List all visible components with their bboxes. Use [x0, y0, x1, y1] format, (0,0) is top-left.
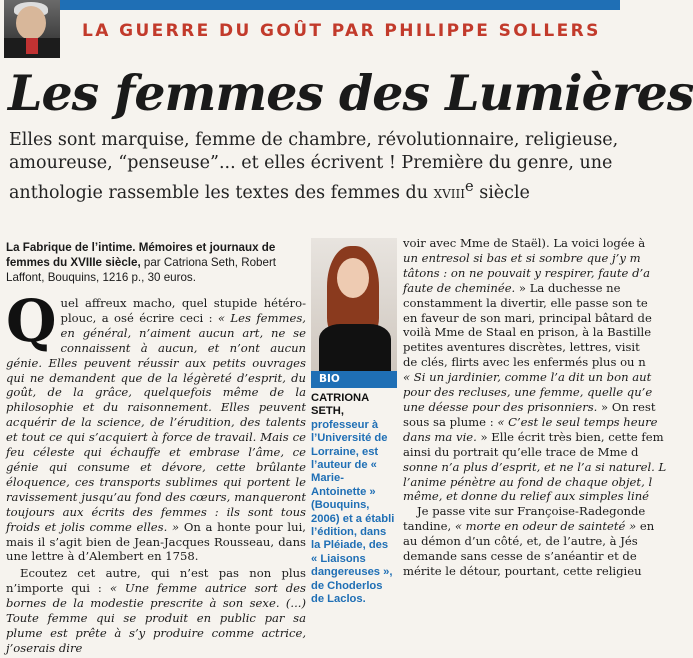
text-line: faute de cheminée. » La duchesse ne [403, 280, 621, 295]
author-photo [4, 0, 60, 54]
text-line: de clés, flirts avec les enfermés plus ou n [403, 355, 646, 370]
text-line: tandine, « morte en odeur de sainteté » en [403, 519, 655, 534]
bio-portrait [311, 238, 397, 371]
text-line: une déesse pour des prisonniers. » On rest [403, 399, 656, 414]
text-line: tâtons : on ne pouvait y respirer, faute d’a [403, 265, 651, 280]
bio-text: CATRIONA SETH, professeur à l’Université de Lorraine, est l’auteur de « Marie-Antoinette » (Bouquins, 2006) et a établi l’édition, dans la Pléiade, des « Liaisons dangereuses », de Choderlos de Laclos. [311, 392, 395, 606]
text-line: sous sa plume : « C’est le seul temps heure [403, 414, 658, 429]
text-line: en faveur de son mari, principal bâtard de [403, 310, 652, 325]
text-line: mérite le détour, pourtant, cette religieu [403, 563, 642, 578]
text-line: dans ma vie. » Elle écrit très bien, cette fem [403, 429, 664, 444]
bio-label: BIO [311, 371, 397, 388]
drop-cap: Q [6, 287, 57, 355]
text-line: voilà Mme de Staal en prison, à la Bastille [403, 325, 652, 340]
text-line: l’anime pénètre au fond de chaque objet, l [403, 474, 653, 489]
top-color-bar [60, 0, 620, 10]
text-line: pour des recluses, une femme, quelle qu’e [403, 385, 653, 400]
text-line: petites aventures discrètes, lettres, visit [403, 340, 640, 355]
text-line: sonne n’a plus d’esprit, et ne l’a si naturel. L [403, 459, 667, 474]
article-title: Les femmes des Lumières [8, 64, 693, 122]
text-line: « Si un jardinier, comme l’a dit un bon aut [403, 370, 652, 385]
book-reference: La Fabrique de l’intime. Mémoires et journaux de femmes du XVIIIe siècle, par Catriona Seth, Robert Laffont, Bouquins, 1216 p., 30 euros. [6, 241, 277, 284]
article-column-left: Quel affreux macho, quel stupide hétéro-plouc, a osé écrire ceci : « Les femmes, en général, n’aiment aucun art, ne se connaissent à aucun, et n’ont aucun génie. Elles peuvent réussir aux petits ouvrages qui ne demandent que de la légèreté d’esprit, du goût, de la grâce, quelquefois même de la philosophie et du raisonnement. Elles peuvent acquérir de la science, de l’érudition, des talents et tout ce qui s’acquiert à force de travail. Mais ce feu céleste qui échauffe et embrase l’âme, ce génie qui consume et dévore, cette brûlante éloquence, ces transports sublimes qui portent le ravissement jusqu’au fond des cœurs, manqueront toujours aux écrits des femmes : ils sont tous froids et jolis comme elles. » On a honte pour lui, mais il s’agit bien de Jean-Jacques Rousseau, dans une lettre à d’Alembert en 1758. Ecoutez cet autre, qui n’est pas non plus n’importe qui : « Une femme autrice sort des bornes de la modestie prescrite à son sexe. (...) Toute femme qui se produit en public par sa plume est prête à s’y produire comme actrice, j’oserais dire [6, 287, 306, 655]
text-line: voir avec Mme de Staël). La voici logée à [403, 236, 646, 250]
article-column-right [403, 236, 667, 579]
text-line: ainsi du portrait qu’elle trace de Mme d [403, 444, 639, 459]
column-heading: LA GUERRE DU GOÛT PAR PHILIPPE SOLLERS [82, 21, 601, 41]
text-line: demande sans cesse de s’anéantir et de [403, 549, 637, 564]
text-line: Je passe vite sur Françoise-Radegonde [417, 504, 646, 519]
text-line: un entresol si bas et si sombre que j’y m [403, 250, 641, 265]
text-line: même, et donne du relief aux simples liné [403, 489, 650, 504]
article-subtitle: Elles sont marquise, femme de chambre, révolutionnaire, religieuse, amoureuse, “penseuse”... et elles écrivent ! Première du genre, une anthologie rassemble les textes des femmes du xviii$^e$ siècle [9, 130, 619, 203]
text-line: au démon d’un côté, et, de l’autre, à Jés [403, 534, 638, 549]
text-line: constamment la divertir, elle passe son te [403, 295, 648, 310]
